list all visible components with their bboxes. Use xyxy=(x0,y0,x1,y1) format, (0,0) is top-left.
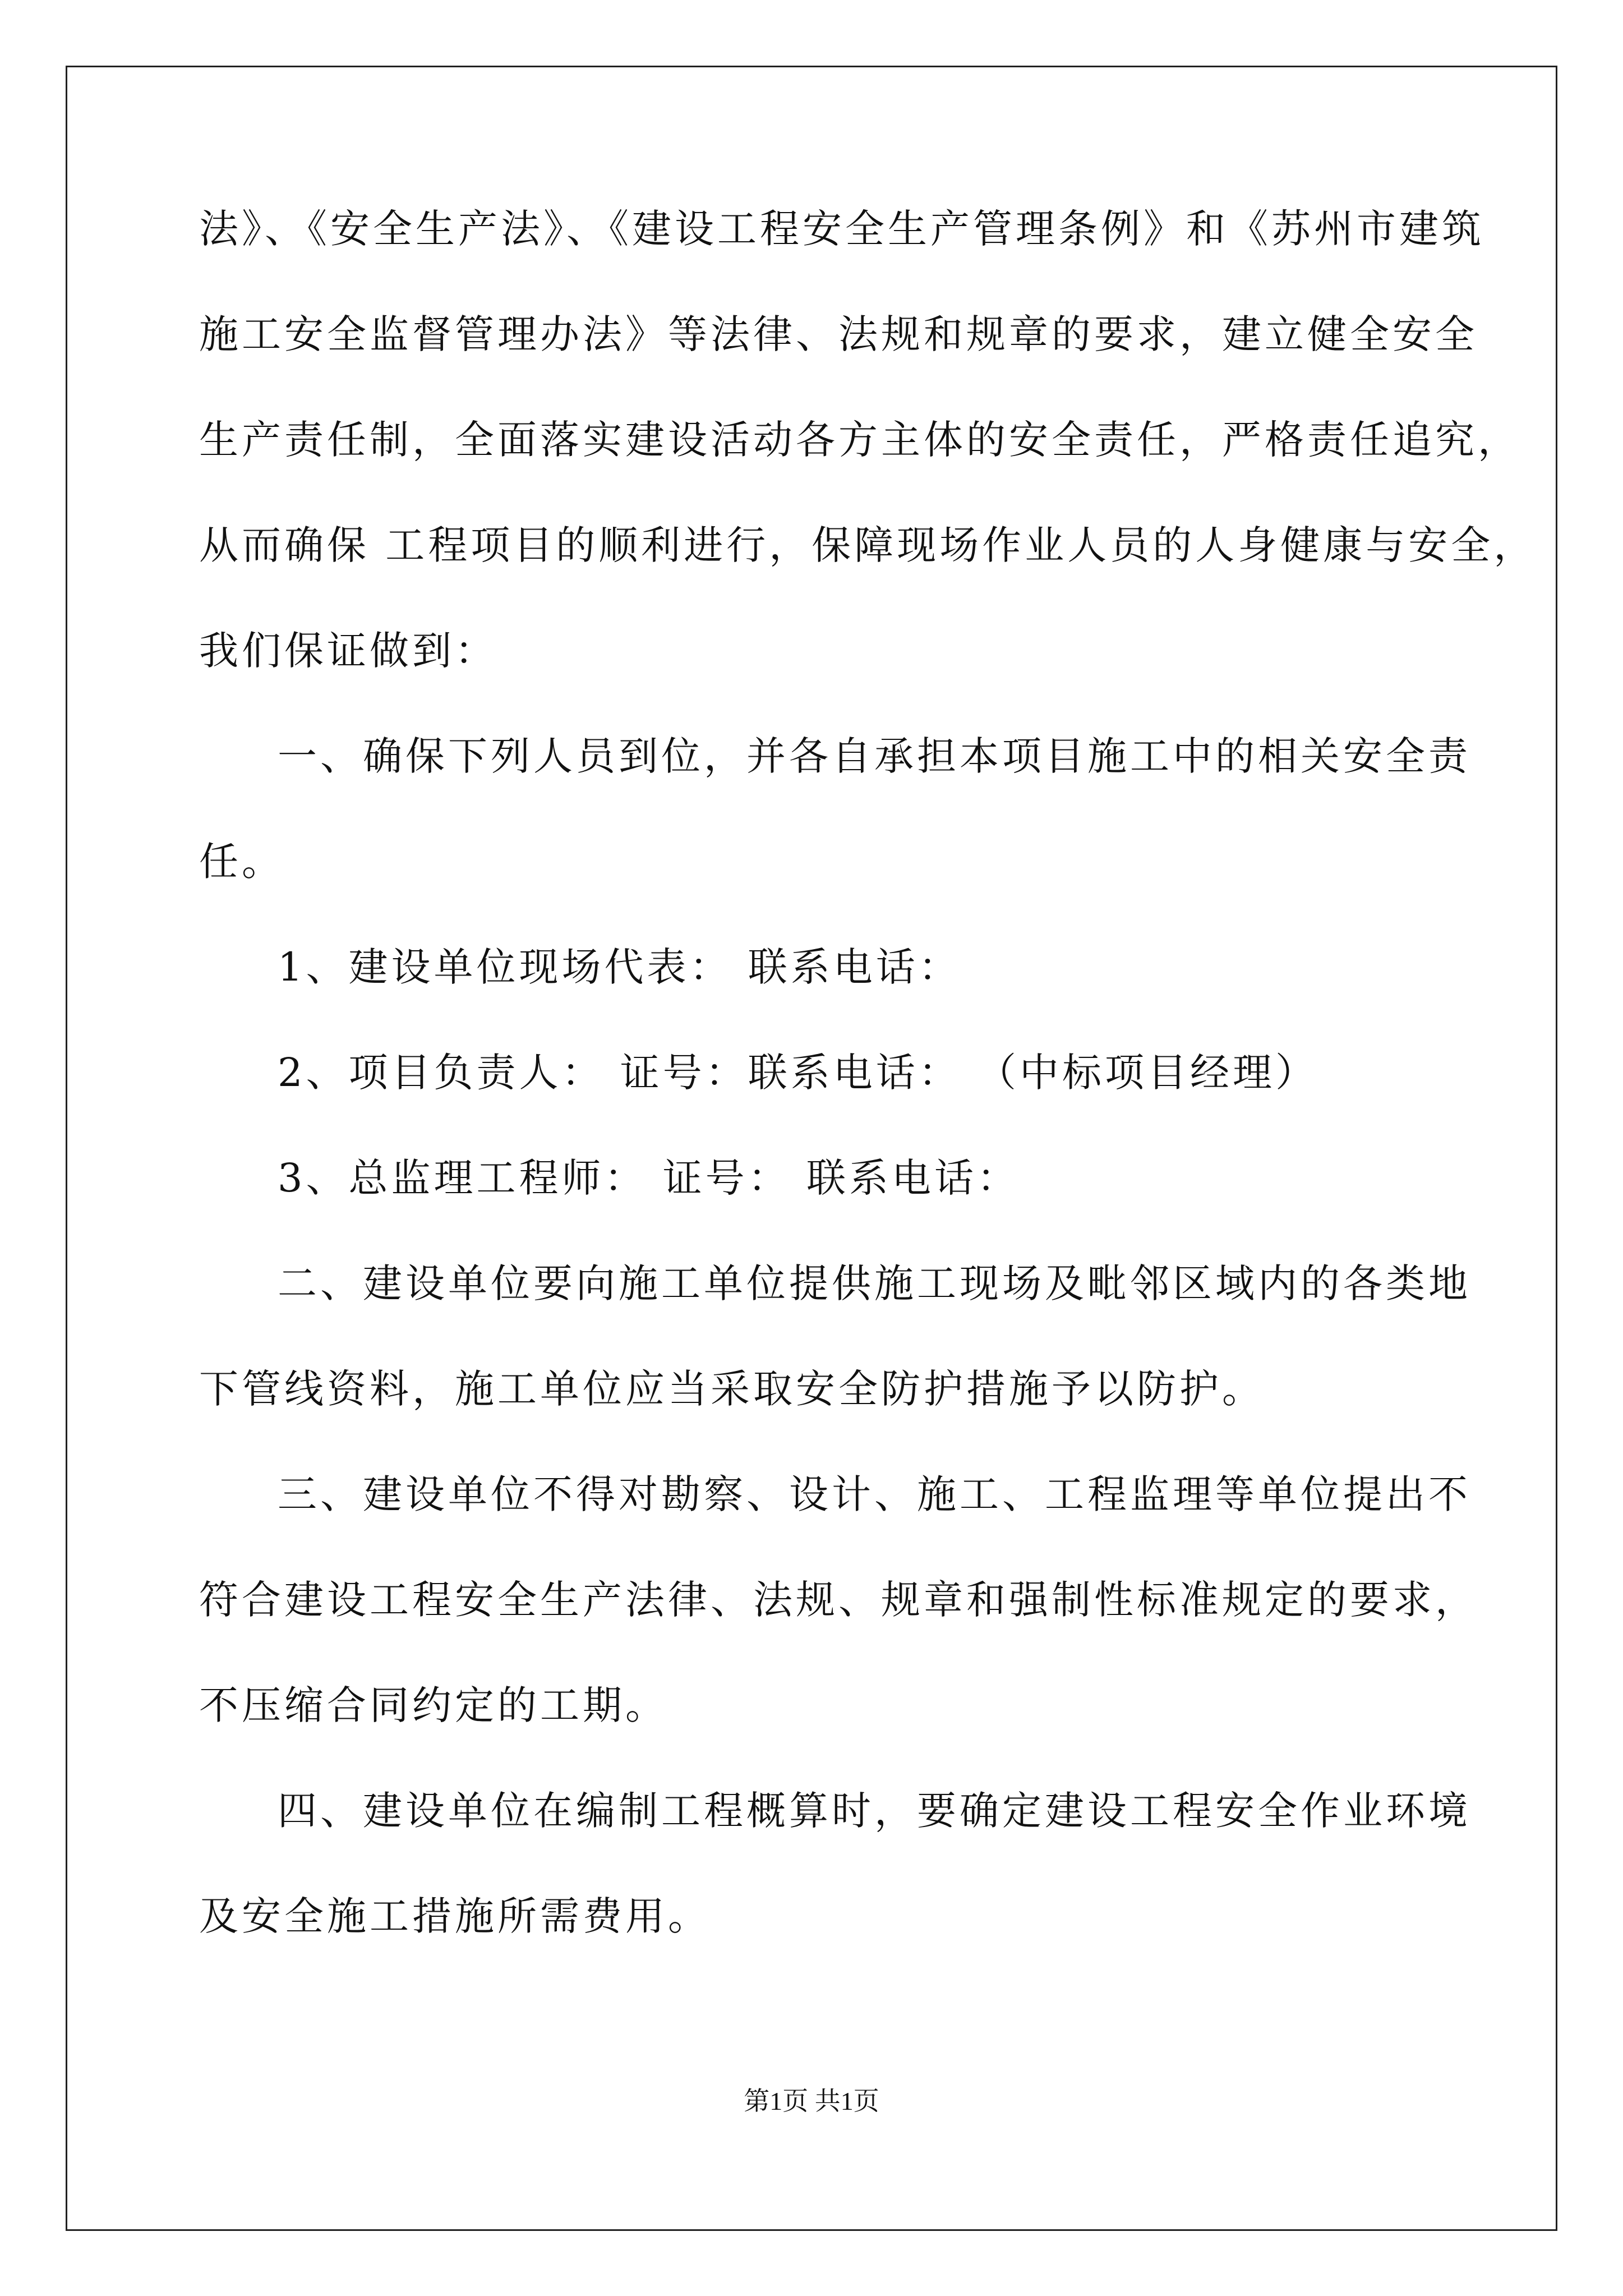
item-3-line: 不压缩合同约定的工期。 xyxy=(199,1682,668,1728)
paragraph-line: 我们保证做到： xyxy=(199,628,497,674)
page-number-footer: 第1页 共1页 xyxy=(744,2087,879,2115)
sub-item-1: 1、建设单位现场代表： 联系电话： xyxy=(278,944,961,990)
sub-item-2: 2、项目负责人： 证号：联系电话： （中标项目经理） xyxy=(278,1050,1318,1096)
item-2-line: 下管线资料，施工单位应当采取安全防护措施予以防护。 xyxy=(199,1366,1265,1412)
paragraph-line: 施工安全监督管理办法》等法律、法规和规章的要求，建立健全安全 xyxy=(199,311,1478,357)
item-1-line: 一、确保下列人员到位，并各自承担本项目施工中的相关安全责 xyxy=(278,733,1471,779)
item-3-line: 三、建设单位不得对勘察、设计、施工、工程监理等单位提出不 xyxy=(278,1471,1471,1517)
sub-item-3: 3、总监理工程师： 证号： 联系电话： xyxy=(278,1155,1020,1201)
item-2-line: 二、建设单位要向施工单位提供施工现场及毗邻区域内的各类地 xyxy=(278,1260,1471,1306)
item-4-line: 及安全施工措施所需费用。 xyxy=(199,1893,711,1939)
item-3-line: 符合建设工程安全生产法律、法规、规章和强制性标准规定的要求， xyxy=(199,1577,1478,1623)
item-4-line: 四、建设单位在编制工程概算时，要确定建设工程安全作业环境 xyxy=(278,1788,1471,1834)
item-1-line: 任。 xyxy=(199,839,284,885)
paragraph-line: 从而确保 工程项目的顺利进行，保障现场作业人员的人身健康与安全， xyxy=(199,522,1537,568)
paragraph-line: 法》、《安全生产法》、《建设工程安全生产管理条例》和《苏州市建筑 xyxy=(199,206,1484,252)
paragraph-line: 生产责任制，全面落实建设活动各方主体的安全责任，严格责任追究， xyxy=(199,417,1520,463)
